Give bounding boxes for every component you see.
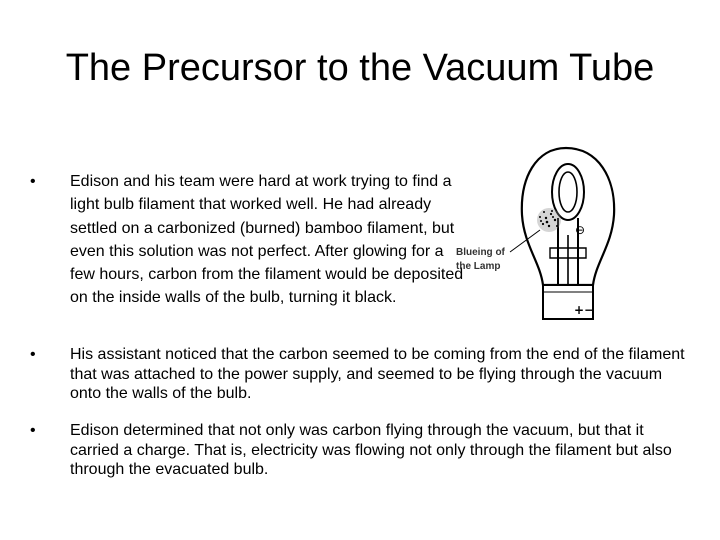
light-bulb-illustration <box>448 140 620 335</box>
bullet-item-2 <box>30 345 690 404</box>
figure-label-line2: the Lamp <box>456 261 501 272</box>
bullet-item-3 <box>30 421 690 480</box>
bullet-marker: • <box>30 346 36 363</box>
filament-loop-inner <box>559 172 577 212</box>
minus-terminal-symbol: − <box>584 303 595 317</box>
plus-terminal-symbol: + <box>574 303 585 317</box>
bullet-marker: • <box>30 173 36 190</box>
bullet-text: Edison determined that not only was carbon flying through the vacuum, but that it carried a charge. That is, electricity was flowing not only through the filament but also through the evacuated bulb. <box>70 422 672 478</box>
bullet-marker: • <box>30 422 36 439</box>
carbon-deposit <box>537 208 561 232</box>
bullet-text: His assistant noticed that the carbon seemed to be coming from the end of the filament that was attached to the power supply, and seemed to be flying through the vacuum onto the walls of the bulb. <box>70 346 685 402</box>
bullet-item-1 <box>30 170 470 310</box>
bullet-text: Edison and his team were hard at work trying to find a light bulb filament that worked well. He had already settled on a carbonized (burned) bamboo filament, but even this solution was not perfect. After glowing for a few hours, carbon from the filament would be deposited on the inside walls of the bulb, turning it black. <box>70 173 464 307</box>
minus-charge-symbol: ⊖ <box>575 223 586 237</box>
slide-title: The Precursor to the Vacuum Tube <box>65 47 655 89</box>
figure-label-line1: Blueing of <box>456 247 505 258</box>
